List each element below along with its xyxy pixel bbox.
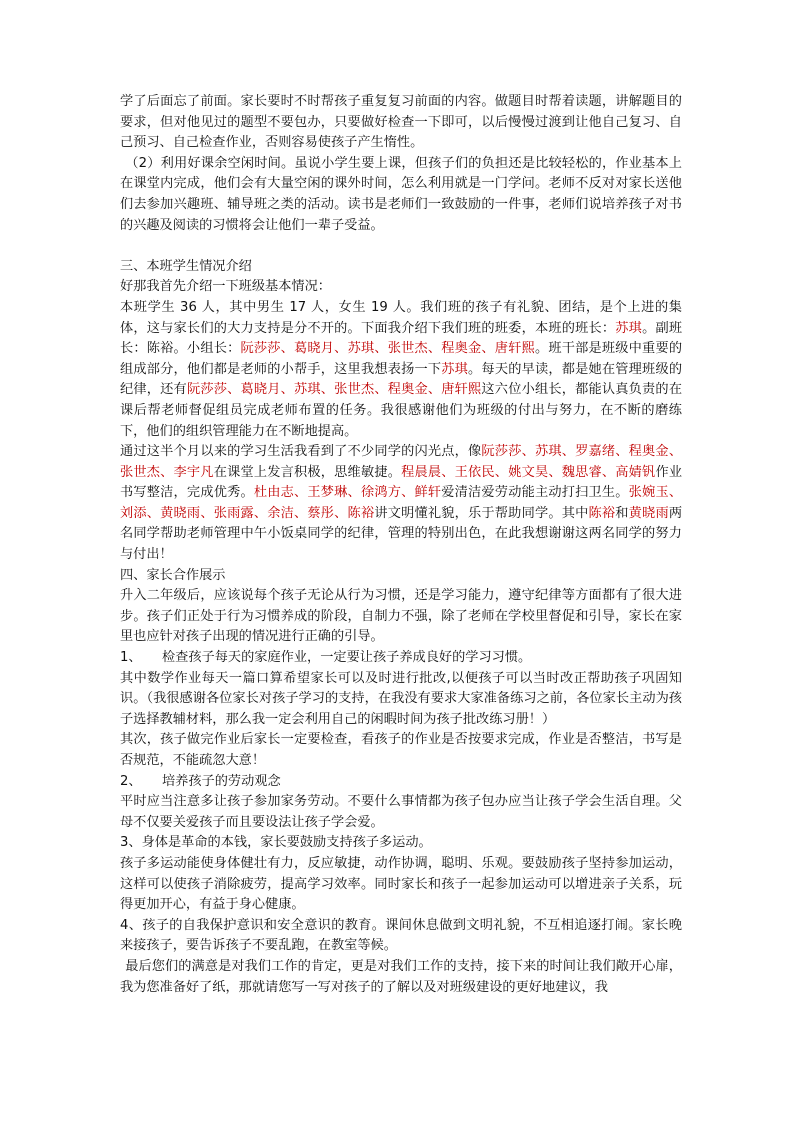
paragraph <box>120 586 682 648</box>
document-page <box>120 92 682 998</box>
text-run: 3、身体是革命的本钱，家长要鼓励支持孩子多运动。 <box>120 835 432 851</box>
highlighted-names: 阮莎莎、葛晓月、苏琪、张世杰、程奥金、唐轩熙 <box>186 382 482 398</box>
text-run: 最后您们的满意是对我们工作的肯定，更是对我们工作的支持，接下来的时间让我们敞开心扉，我为您准备好了纸，那就请您写一写对孩子的了解以及对班级建设的更好地建议，我 <box>120 958 682 995</box>
highlighted-names: 黄晓雨 <box>628 505 669 521</box>
section-heading <box>120 257 682 278</box>
paragraph <box>120 277 682 298</box>
text-run: 作业书写整洁，完成优秀。 <box>120 464 683 501</box>
paragraph <box>120 854 682 916</box>
text-run: 4、孩子的自我保护意识和安全意识的教育。课间休息做到文明礼貌，不互相追逐打闹。家长晚来接孩子，要告诉孩子不要乱跑，在教室等候。 <box>120 917 682 954</box>
text-run: 好那我首先介绍一下班级基本情况： <box>120 279 331 295</box>
text-run: 。每天的早读，都是她在管理班级的纪律，还有 <box>120 361 683 398</box>
item-number: 2、 <box>120 773 142 789</box>
paragraph <box>120 442 682 566</box>
text-run: 两名同学帮助老师管理中午小饭桌同学的纪律，管理的特别出色，在此我想谢谢这两名同学的努力与付出！ <box>120 505 683 563</box>
highlighted-names: 阮莎莎、苏琪、罗嘉绪、程奥金、张世杰、李宇凡 <box>120 444 683 480</box>
paragraph <box>120 833 682 854</box>
text-run: 讲文明懂礼貌，乐于帮助同学。其中 <box>374 505 589 521</box>
text-run: 升入二年级后，应该说每个孩子无论从行为习惯，还是学习能力，遵守纪律等方面都有了很大进步。孩子们正处于行为习惯养成的阶段，自制力不强，除了老师在学校里督促和引导，家长在家里也应针对孩子出现的情况进行正确的引导。 <box>120 588 682 645</box>
paragraph <box>120 92 682 154</box>
text-run: 通过这半个月以来的学习生活我看到了不少同学的闪光点，像 <box>120 444 482 460</box>
text-run: 平时应当注意多让孩子参加家务劳动。不要什么事情都为孩子包办应当让孩子学会生活自理。父母不仅要关爱孩子而且要设法让孩子学会爱。 <box>120 794 682 830</box>
text-run: 四、家长合作展示 <box>120 567 226 583</box>
numbered-item <box>120 772 682 793</box>
numbered-item <box>120 648 682 669</box>
text-run: （2）利用好课余空闲时间。虽说小学生要上课，但孩子们的负担还是比较轻松的，作业基本上在课堂内完成，他们会有大量空闲的课外时间，怎么利用就是一门学问。老师不反对对家长送他们去参加兴趣班、辅导班之类的活动。读书是老师们一致鼓励的一件事，老师们说培养孩子对书的兴趣及阅读的习惯将会让他们一辈子受益。 <box>120 155 682 233</box>
text-run: 。副班长：陈裕。小组长： <box>120 320 683 357</box>
paragraph <box>120 154 682 236</box>
paragraph <box>120 669 682 731</box>
text-run: 本班学生 36 人，其中男生 17 人，女生 19 人。我们班的孩子有礼貌、团结，是个上进的集体，这与家长们的大力支持是分不开的。下面我介绍下我们班的班委，本班的班长： <box>120 299 682 336</box>
highlighted-names: 阮莎莎、葛晓月、苏琪、张世杰、程奥金、唐轩熙 <box>240 341 535 357</box>
text-run: 其次，孩子做完作业后家长一定要检查，看孩子的作业是否按要求完成，作业是否整洁，书写是否规范，不能疏忽大意！ <box>120 732 682 768</box>
section-heading <box>120 566 682 587</box>
paragraph <box>120 916 682 957</box>
paragraph <box>120 730 682 771</box>
text-run: 孩子多运动能使身体健壮有力，反应敏捷，动作协调，聪明、乐观。要鼓励孩子坚持参加运动，这样可以使孩子消除疲劳，提高学习效率。同时家长和孩子一起参加运动可以增进亲子关系，玩得更加开心，有益于身心健康。 <box>120 855 682 913</box>
text-run: 检查孩子每天的家庭作业，一定要让孩子养成良好的学习习惯。 <box>162 650 532 666</box>
highlighted-names: 苏琪 <box>615 320 643 336</box>
text-run: 。班干部是班级中重要的组成部分，他们都是老师的小帮手，这里我想表扬一下 <box>120 341 683 377</box>
paragraph <box>120 957 682 998</box>
highlighted-names: 陈裕 <box>588 505 616 521</box>
text-run: 培养孩子的劳动观念 <box>162 773 281 789</box>
text-run: 三、本班学生情况介绍 <box>120 258 252 274</box>
blank-line <box>120 236 682 257</box>
text-run: 学了后面忘了前面。家长要时不时帮孩子重复复习前面的内容。做题目时帮着读题，讲解题目的要求，但对他见过的题型不要包办，只要做好检查一下即可，以后慢慢过渡到让他自己复习、自己预习、自己检查作业，否则容易使孩子产生惰性。 <box>120 94 682 151</box>
highlighted-names: 苏琪 <box>441 361 469 377</box>
highlighted-names: 张婉玉、刘添、黄晓雨、张雨露、余洁、蔡彤、陈裕 <box>120 485 683 521</box>
paragraph <box>120 298 682 442</box>
text-run: 和 <box>615 505 629 521</box>
text-run: 其中数学作业每天一篇口算希望家长可以及时进行批改,以便孩子可以当时改正帮助孩子巩固知识。（我很感谢各位家长对孩子学习的支持，在我没有要求大家准备练习之前，各位家长主动为孩子选择教辅材料，那么我一定会利用自己的闲暇时间为孩子批改练习册！） <box>120 670 682 727</box>
highlighted-names: 程晨晨、王依民、姚文昊、魏思睿、高婧钒 <box>401 464 656 480</box>
paragraph <box>120 792 682 833</box>
text-run: 爱清洁爱劳动能主动打扫卫生。 <box>441 485 629 501</box>
text-run: 这六位小组长，都能认真负责的在课后帮老师督促组员完成老师布置的任务。我很感谢他们为班级的付出与努力，在不断的磨练下，他们的组织管理能力在不断地提高。 <box>120 382 683 439</box>
highlighted-names: 杜由志、王梦琳、徐鸿方、鲜轩 <box>253 485 442 501</box>
text-run: 在课堂上发言积极，思维敏捷。 <box>213 464 402 480</box>
item-number: 1、 <box>120 650 142 666</box>
